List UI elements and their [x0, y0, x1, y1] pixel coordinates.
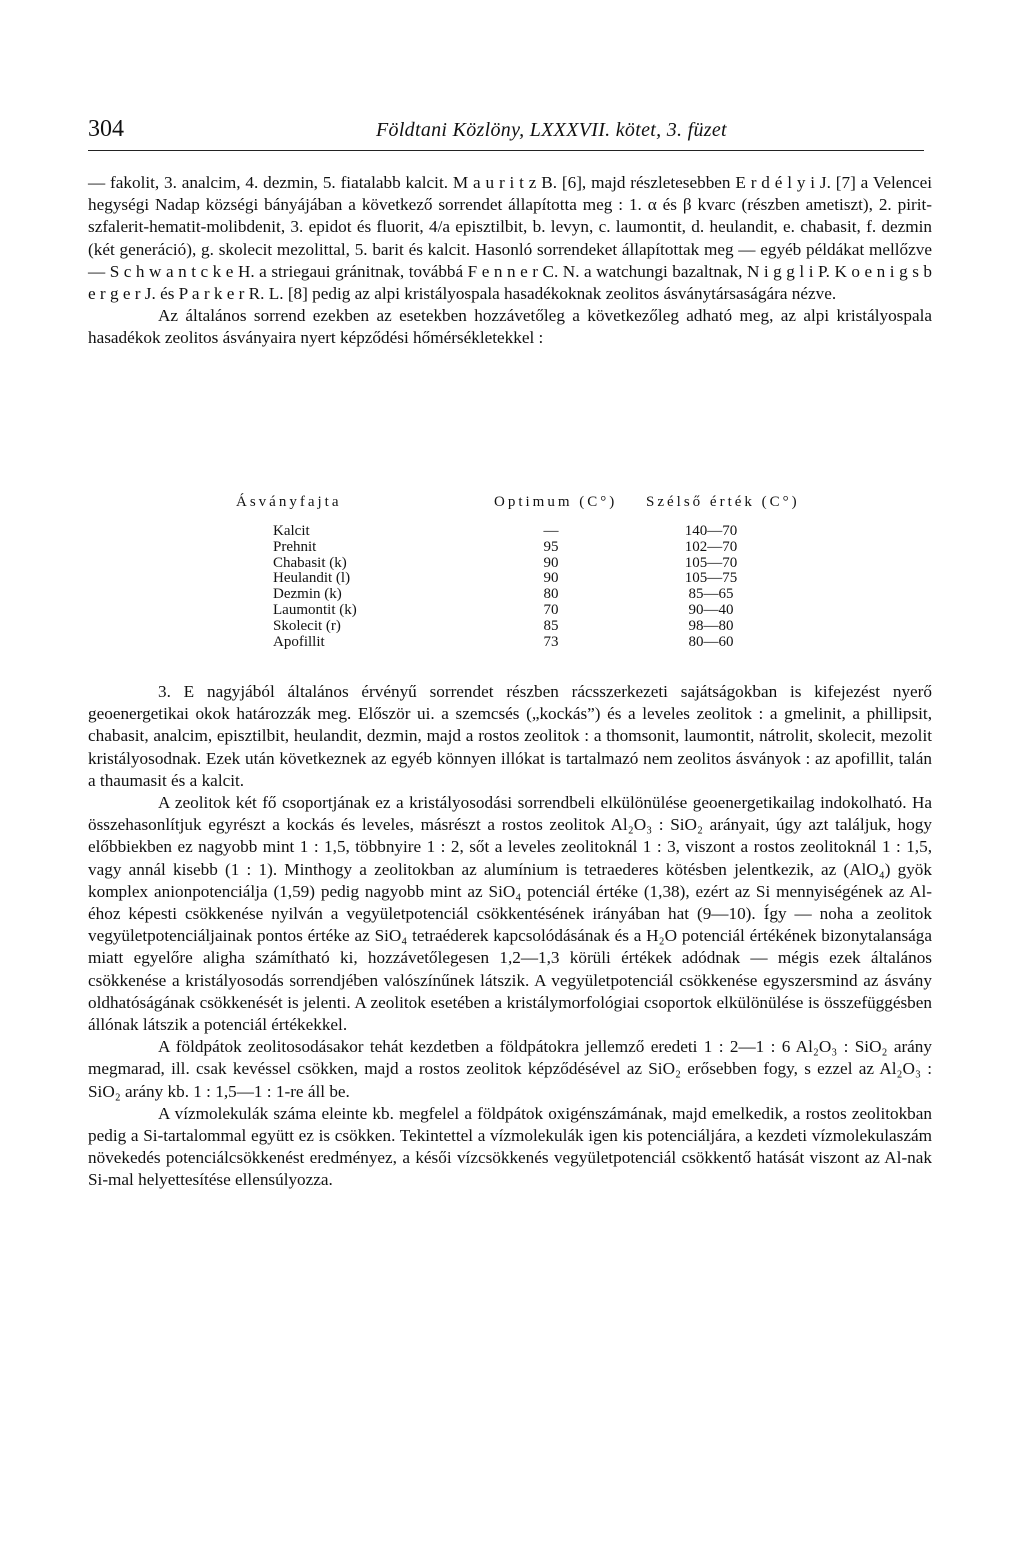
mineral-cell: Apofillit — [273, 633, 325, 650]
mineral-cell: Laumontit (k) — [273, 601, 357, 618]
table-header-range: Szélső érték (C°) — [646, 494, 800, 510]
range-cell: 98—80 — [688, 617, 734, 634]
paragraph: A zeolitok két fő csoportjának ez a kristályosodási sorrendbeli elkülönülése geoenergetikailag indokolható. Ha összehasonlítjuk egyrészt a kockás és leveles, másrészt a rostos zeolitok Al₂O₃ : SiO₂ arányait, úgy azt találjuk, hogy előbbiekben ez nagyobb mint 1 : 1,5, többnyire 1 : 2, sőt a leveles zeolitoknál 1 : 3, viszont a rostos zeolitoknál 1 : 1,5, vagy annál kisebb (1 : 1). Minthogy a zeolitokban az alumínium is tetraederes kötésben jelentkezik, az (AlO₄) gyök komplex anionpotenciálja (1,59) pedig nagyobb mint az SiO₄ potenciál értéke (1,38), ezért az Si mennyiségének az Al-éhoz képesti csökkenése nyilván a vegyületpotenciál csökkentésének irányában hat (9—10). Így — noha a zeolitok vegyületpotenciáljainak pontos értéke az SiO₄ tetraéderek kapcsolódásának és a H₂O potenciál értékének bizonytalansága miatt egyelőre aligha számítható ki, hozzávetőlegesen 1,2—1,3 körüli értékek adódnak — mégis ezek általános csökkenése a kristályosodás sorrendjében valószínűnek látszik. A vegyületpotenciál csökkenése egyszersmind az ásvány oldhatóságának csökkenését is jelenti. A zeolitok esetében a kristálymorfológiai csoportok elkülönülése is összefüggésben állónak látszik a potenciál értékekkel. — [88, 793, 932, 1035]
range-cell: 102—70 — [684, 538, 738, 555]
temperature-table — [236, 488, 856, 658]
optimum-cell: 90 — [543, 554, 559, 571]
paragraph: Az általános sorrend ezekben az esetekben hozzávetőleg a következőleg adható meg, az alpi kristályospala hasadékok zeolitos ásványaira nyert képződési hőmérsékletekkel : — [88, 306, 932, 348]
range-cell: 80—60 — [688, 633, 734, 650]
mineral-cell: Heulandit (l) — [273, 570, 351, 587]
optimum-cell: 85 — [543, 617, 559, 634]
page-number: 304 — [88, 116, 124, 142]
optimum-cell: 70 — [543, 601, 559, 618]
range-cell: 105—70 — [684, 554, 738, 571]
paragraph: — fakolit, 3. analcim, 4. dezmin, 5. fiatalabb kalcit. M a u r i t z B. [6], majd részletesebben E r d é l y i J. [7] a Velencei hegységi Nadap községi bányájában a következő sorrendet állapította meg : 1. α és β kvarc (részben ametiszt), 2. pirit-szfalerit-hematit-molibdenit, 3. epidot és fluorit, 4/a episztilbit, b. levyn, c. laumontit, d. heulandit, e. chabasit, f. dezmin (két generáció), g. skolecit mezolittal, 5. barit és kalcit. Hasonló sorrendeket állapítottak meg — egyéb példákat mellőzve — S c h w a n t c k e H. a striegaui gránitnak, továbbá F e n n e r C. N. a watchungi bazaltnak, N i g g l i P. K o e n i g s b e r g e r J. és P a r k e r R. L. [8] pedig az alpi kristályospala hasadékoknak zeolitos ásványtársaságára nézve. — [88, 173, 932, 304]
range-column — [656, 524, 766, 650]
mineral-column — [273, 524, 357, 650]
mineral-cell: Skolecit (r) — [273, 617, 341, 634]
mineral-cell: Kalcit — [273, 523, 310, 539]
range-cell: 85—65 — [688, 586, 734, 603]
body-text-bottom — [88, 681, 932, 1192]
optimum-cell: 80 — [543, 586, 559, 603]
mineral-cell: Chabasit (k) — [273, 554, 347, 571]
optimum-cell: 90 — [543, 570, 559, 587]
optimum-cell: 95 — [543, 538, 559, 555]
mineral-cell: Prehnit — [273, 538, 317, 555]
optimum-column — [516, 524, 586, 650]
table-header-mineral: Ásványfajta — [236, 494, 342, 510]
page-header — [88, 116, 924, 148]
running-title: Földtani Közlöny, LXXXVII. kötet, 3. füzet — [376, 119, 727, 141]
header-rule — [88, 150, 924, 151]
range-cell: 90—40 — [688, 601, 734, 618]
mineral-cell: Dezmin (k) — [273, 586, 342, 603]
paragraph: A vízmolekulák száma eleinte kb. megfelel a földpátok oxigénszámának, majd emelkedik, a rostos zeolitokban pedig a Si-tartalommal együtt ez is csökken. Tekintettel a vízmolekulák igen kis potenciáljára, a kezdeti vízmolekulaszám növekedés potenciálcsökkenést eredményez, a késői vízcsökkenés vegyületpotenciál csökkentő hatását viszont az Al-nak Si-mal helyettesítése ellensúlyozza. — [88, 1103, 932, 1190]
range-cell: 140—70 — [684, 523, 738, 539]
body-text-top — [88, 172, 932, 350]
paragraph: 3. E nagyjából általános érvényű sorrendet részben rácsszerkezeti sajátságokban is kifejezést nyerő geoenergetikai okok határozzák meg. Először ui. a szemcsés („kockás”) és a leveles zeolitok : a gmelinit, a phillipsit, chabasit, analcim, episztilbit, heulandit, dezmin, majd a rostos zeolitok : a thomsonit, laumontit, nátrolit, skolecit, mezolit kristályosodnak. Ezek után következnek az egyéb könnyen illókat is tartalmazó nem zeolitos ásványok : az apofillit, talán a thaumasit és a kalcit. — [88, 682, 932, 790]
paragraph: A földpátok zeolitosodásakor tehát kezdetben a földpátokra jellemző eredeti 1 : 2—1 : 6 Al₂O₃ : SiO₂ arány megmarad, ill. csak kevéssel csökken, majd a rostos zeolitok képződésével az SiO₂ erősebben fogy, s ezzel az Al₂O₃ : SiO₂ arány kb. 1 : 1,5—1 : 1-re áll be. — [88, 1037, 932, 1101]
optimum-cell: 73 — [543, 633, 559, 650]
range-cell: 105—75 — [684, 570, 738, 587]
table-header-optimum: Optimum (C°) — [494, 494, 618, 510]
optimum-cell: — — [543, 523, 559, 539]
